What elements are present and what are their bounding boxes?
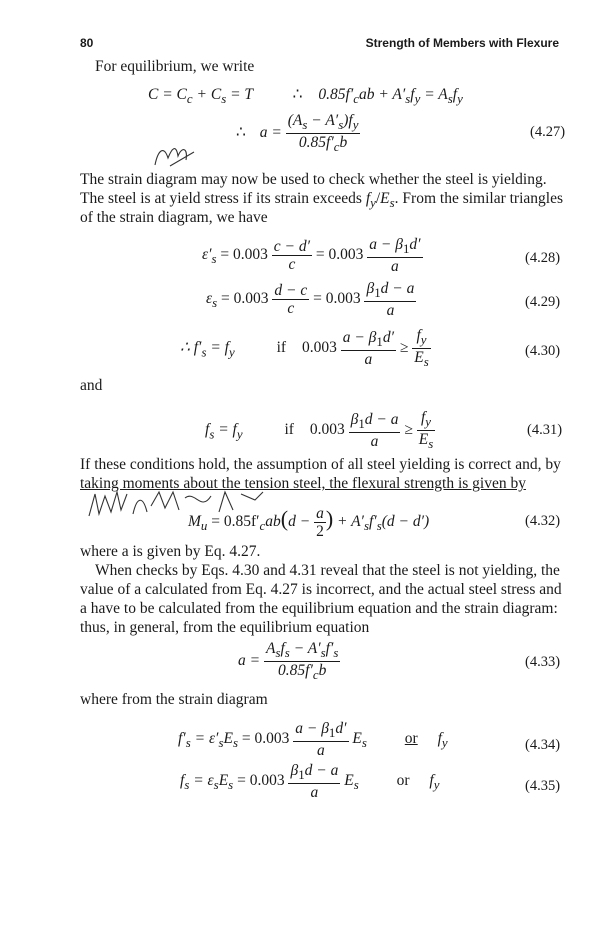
equation-4-27: ∴ a = $\frac{(A_s - A'_s)f_y}{0.85f'_cb}$ [236,112,359,155]
connector-and: and [80,377,103,394]
equation-4-29: $\varepsilon_s = 0.003$ $\frac{d - c}{c}$ = 0.003 $\frac{\beta_1d - a}{a}$ [206,280,415,320]
paragraph-not-yielding-line2: value of a calculated from Eq. 4.27 is incorrect, and the actual steel stress and [80,581,562,598]
paragraph-strain-line3: of the strain diagram, we have [80,209,268,226]
equation-number-4-32: (4.32) [525,513,561,529]
paragraph-strain-line2: The steel is at yield stress if its strain exceeds $f_y/E_s$. From the similar triangles [80,190,563,211]
paragraph-conditions-line2: taking moments about the tension steel, the flexural strength is given by [80,475,526,492]
equation-number-4-33: (4.33) [525,654,561,670]
equation-number-4-27: (4.27) [530,124,566,140]
paragraph-where-a: where a is given by Eq. 4.27. [80,543,261,560]
paragraph-not-yielding-line3: a have to be calculated from the equilibrium equation and the strain diagram: [80,600,558,617]
equation-equilibrium: $C = C_c + C_s = T$ ∴ $0.85f'_cab + A'_sf_y = A_sf_y$ [148,86,463,107]
page-number: 80 [80,36,94,50]
equation-4-32: $M_u = 0.85f'_cab(d$ − $\frac{a}{2}$ ) + $A'_sf'_s(d - d')$ [188,505,430,540]
running-title: Strength of Members with Flexure [365,36,559,50]
equation-number-4-29: (4.29) [525,294,561,310]
handwritten-scribble-mark [150,140,200,170]
paragraph-where-strain: where from the strain diagram [80,691,268,708]
paragraph-equilibrium-intro: For equilibrium, we write [95,58,255,75]
paragraph-not-yielding-line4: thus, in general, from the equilibrium equation [80,619,370,636]
equation-4-35: $f_s = \varepsilon_sE_s = 0.003$ $\frac{\beta_1d - a}{a}$ $E_s$ or $f_y$ [180,762,440,802]
equation-4-28: $\varepsilon'_s = 0.003$ $\frac{c - d'}{c}$ = 0.003 $\frac{a - \beta_1d'}{a}$ [202,236,421,276]
paragraph-strain-line1: The strain diagram may now be used to check whether the steel is yielding. [80,171,547,188]
paragraph-conditions-line1: If these conditions hold, the assumption of all steel yielding is correct and, by [80,456,561,473]
equation-4-33: a = $\frac{A_sf_s - A'_sf'_s}{0.85f'_cb}$ [238,640,339,683]
paragraph-not-yielding-line1: When checks by Eqs. 4.30 and 4.31 reveal that the steel is not yielding, the [95,562,560,579]
equation-number-4-35: (4.35) [525,778,561,794]
equation-4-34: $f'_s = \varepsilon'_sE_s = 0.003$ $\frac{a - \beta_1d'}{a}$ $E_s$ or $f_y$ [178,720,448,760]
equation-number-4-30: (4.30) [525,343,561,359]
equation-4-30: ∴ $f'_s = f_y$ if 0.003 $\frac{a - \beta_1d'}{a}$ ≥ $\frac{f_y}{E_s}$ [180,327,429,370]
equation-number-4-34: (4.34) [525,737,561,753]
equation-number-4-28: (4.28) [525,250,561,266]
equation-number-4-31: (4.31) [527,422,563,438]
equation-4-31: $f_s = f_y$ if 0.003 $\frac{\beta_1d - a}{a}$ ≥ $\frac{f_y}{E_s}$ [205,409,434,452]
